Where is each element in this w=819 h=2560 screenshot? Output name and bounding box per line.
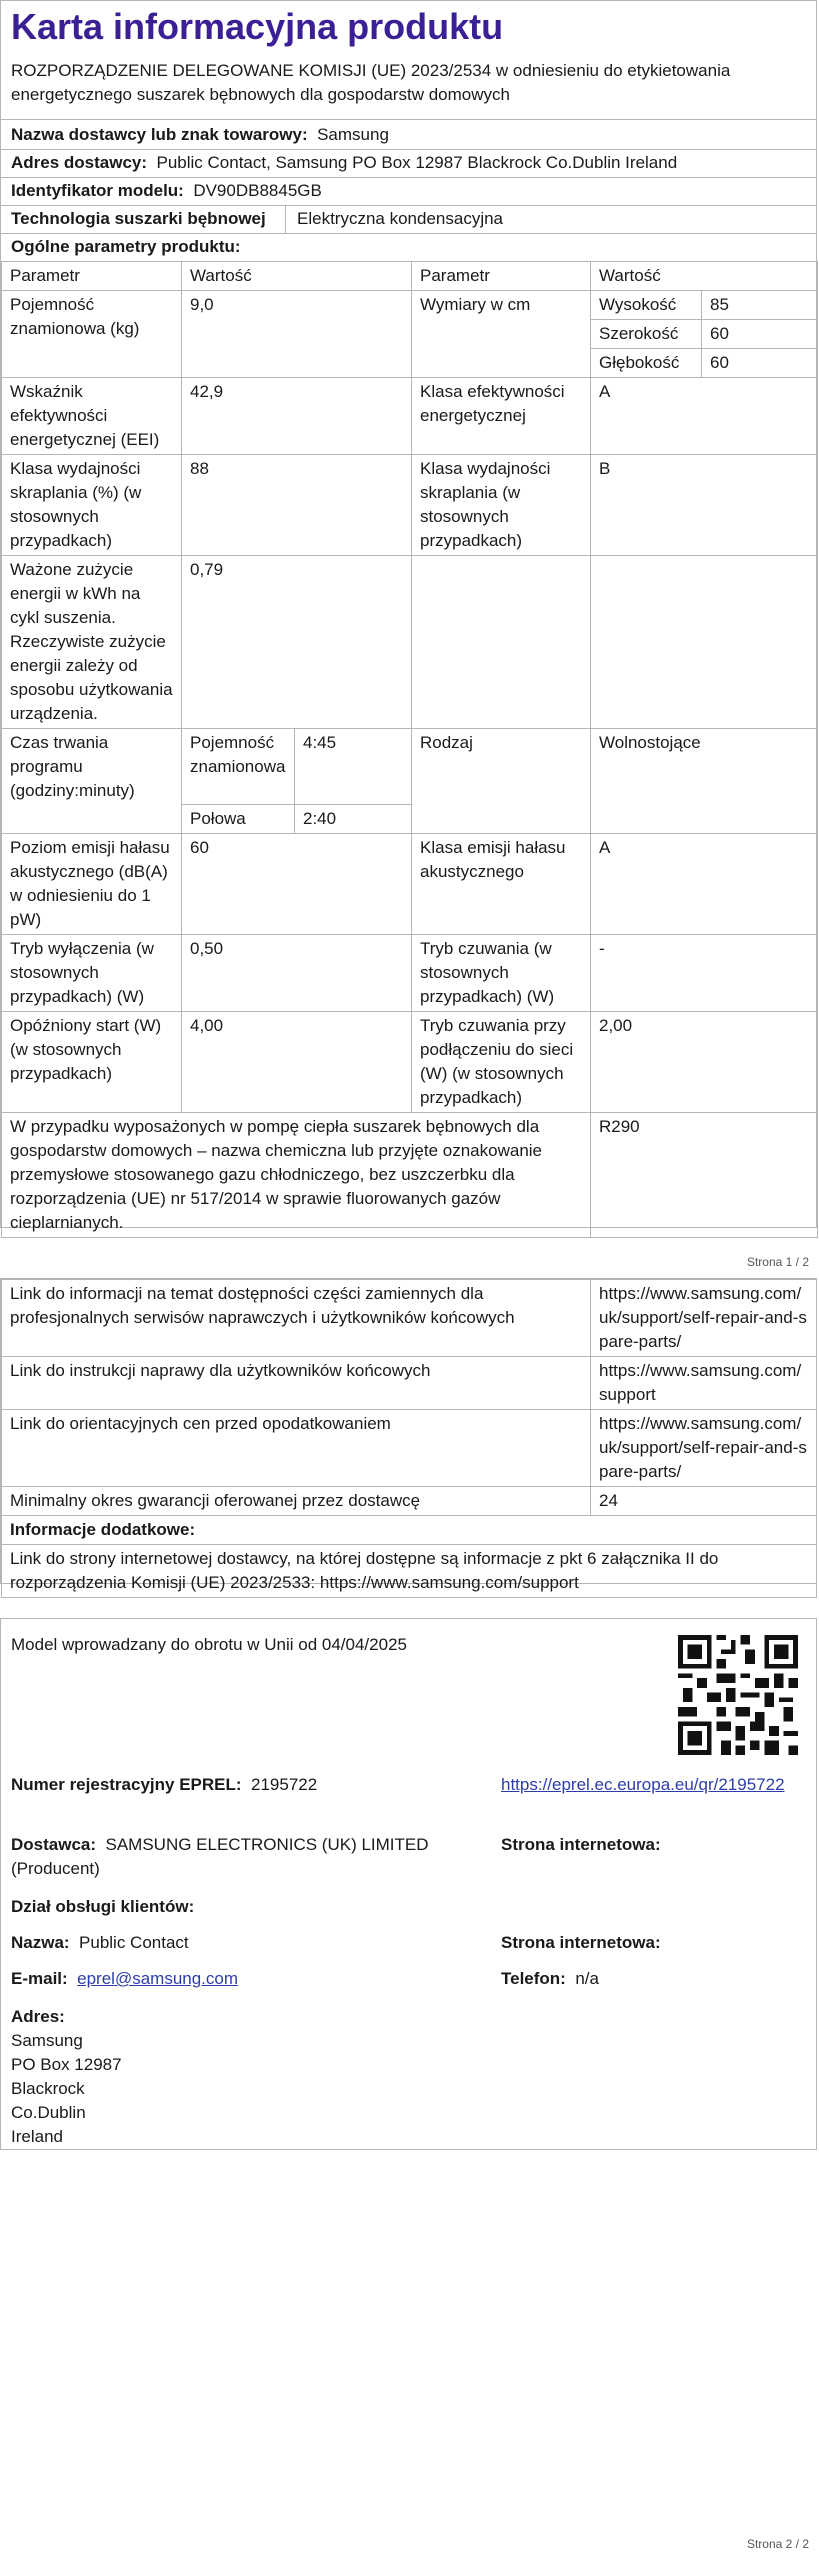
noise-label: Poziom emisji hałasu akustycznego (dB(A) w odniesieniu do 1 pW) xyxy=(2,834,182,935)
condensation-class-label: Klasa wydajności skraplania (w stosownych przypadkach) xyxy=(412,455,591,556)
general-params-row xyxy=(1,233,816,261)
program-half-value: 2:40 xyxy=(295,805,412,834)
technology-value: Elektryczna kondensacyjna xyxy=(297,209,504,228)
supplier-row xyxy=(1,119,816,149)
phone-row xyxy=(501,1967,599,1991)
page-number: Strona 2 / 2 xyxy=(746,2537,809,2551)
delay-start-value: 4,00 xyxy=(182,1012,412,1113)
email-label: E-mail: xyxy=(11,1969,68,1988)
type-label: Rodzaj xyxy=(412,729,591,834)
header-param-2: Parametr xyxy=(412,262,591,291)
type-value: Wolnostojące xyxy=(591,729,818,834)
header-value-2: Wartość xyxy=(591,262,818,291)
general-params-label: Ogólne parametry produktu: xyxy=(11,237,241,256)
table-row xyxy=(2,455,818,556)
email-link[interactable]: eprel@samsung.com xyxy=(77,1969,239,1988)
dimensions-label: Wymiary w cm xyxy=(412,291,591,378)
refrigerant-label: W przypadku wyposażonych w pompę ciepła suszarek bębnowych dla gospodarstw domowych – nazwa chemiczna lub przyjęte oznakowanie przemysłowe stosowanego gazu chłodniczego, bez uszczerbku dla rozporządzenia (UE) nr 517/2014 w sprawie fluorowanych gazów cieplarnianych. xyxy=(2,1113,591,1238)
depth-label: Głębokość xyxy=(591,349,702,378)
table-row xyxy=(2,1012,818,1113)
condensation-value: 88 xyxy=(182,455,412,556)
address-label: Adres dostawcy: xyxy=(11,153,148,172)
additional-info-label: Informacje dodatkowe: xyxy=(2,1516,817,1545)
program-half-label: Połowa xyxy=(182,805,295,834)
eprel-section xyxy=(0,1618,817,2150)
table-row xyxy=(2,1113,818,1238)
table-row xyxy=(2,291,818,320)
condensation-label: Klasa wydajności skraplania (%) (w stosownych przypadkach) xyxy=(2,455,182,556)
eprel-supplier-label: Dostawca: xyxy=(11,1835,97,1854)
market-date: Model wprowadzany do obrotu w Unii od 04/04/2025 xyxy=(11,1635,407,1654)
contact-address xyxy=(11,2029,122,2149)
condensation-class-value: B xyxy=(591,455,818,556)
contact-name-value: Public Contact xyxy=(79,1933,189,1952)
eprel-website-label: Strona internetowa: xyxy=(501,1835,661,1854)
table-row xyxy=(2,1410,817,1487)
eprel-qr-link[interactable]: https://eprel.ec.europa.eu/qr/2195722 xyxy=(501,1775,785,1794)
address-line: PO Box 12987 xyxy=(11,2055,122,2074)
width-value: 60 xyxy=(702,320,818,349)
address-line: Blackrock xyxy=(11,2079,85,2098)
noise-value: 60 xyxy=(182,834,412,935)
regulation-subtitle: ROZPORZĄDZENIE DELEGOWANE KOMISJI (UE) 2023/2534 w odniesieniu do etykietowania energetycznego suszarek bębnowych dla gospodarstw domowych xyxy=(11,61,731,104)
program-time-label: Czas trwania programu (godziny:minuty) xyxy=(2,729,182,834)
eei-value: 42,9 xyxy=(182,378,412,455)
standby-label: Tryb czuwania (w stosownych przypadkach) (W) xyxy=(412,935,591,1012)
width-label: Szerokość xyxy=(591,320,702,349)
networked-standby-label: Tryb czuwania przy podłączeniu do sieci (W) (w stosownych przypadkach) xyxy=(412,1012,591,1113)
eprel-supplier-value: SAMSUNG ELECTRONICS (UK) LIMITED (Producent) xyxy=(11,1835,429,1878)
noise-class-value: A xyxy=(591,834,818,935)
header-param-1: Parametr xyxy=(2,262,182,291)
customer-service-label: Dział obsługi klientów: xyxy=(11,1897,195,1916)
model-row xyxy=(1,177,816,205)
supplier-value: Samsung xyxy=(317,125,389,144)
params-table xyxy=(1,261,818,1238)
header-value-1: Wartość xyxy=(182,262,412,291)
program-full-label: Pojemność znamionowa xyxy=(182,729,295,805)
energy-consumption-label: Ważone zużycie energii w kWh na cykl suszenia. Rzeczywiste zużycie energii zależy od sposobu użytkowania urządzenia. xyxy=(2,556,182,729)
table-row xyxy=(2,729,818,805)
eprel-reg-label: Numer rejestracyjny EPREL: xyxy=(11,1775,242,1794)
address-line: Samsung xyxy=(11,2031,83,2050)
repair-instructions-label: Link do instrukcji naprawy dla użytkowników końcowych xyxy=(2,1357,591,1410)
address-line: Co.Dublin xyxy=(11,2103,86,2122)
phone-label: Telefon: xyxy=(501,1969,566,1988)
table-row xyxy=(2,1516,817,1545)
table-row xyxy=(2,1545,817,1598)
energy-class-label: Klasa efektywności energetycznej xyxy=(412,378,591,455)
email-row xyxy=(11,1967,238,1991)
model-value: DV90DB8845GB xyxy=(193,181,322,200)
table-header-row xyxy=(2,262,818,291)
eprel-supplier-row xyxy=(11,1833,491,1881)
height-value: 85 xyxy=(702,291,818,320)
capacity-label: Pojemność znamionowa (kg) xyxy=(2,291,182,378)
contact-name-row xyxy=(11,1931,189,1955)
contact-website-label: Strona internetowa: xyxy=(501,1933,661,1952)
page-title: Karta informacyjna produktu xyxy=(11,6,504,47)
prices-link[interactable]: https://www.samsung.com/uk/support/self-repair-and-spare-parts/ xyxy=(591,1410,817,1487)
energy-consumption-value: 0,79 xyxy=(182,556,412,729)
warranty-label: Minimalny okres gwarancji oferowanej przez dostawcę xyxy=(2,1487,591,1516)
program-full-value: 4:45 xyxy=(295,729,412,805)
technology-row xyxy=(1,205,816,233)
delay-start-label: Opóźniony start (W) (w stosownych przypadkach) xyxy=(2,1012,182,1113)
spare-parts-label: Link do informacji na temat dostępności części zamiennych dla profesjonalnych serwisów naprawczych i użytkowników końcowych xyxy=(2,1280,591,1357)
eprel-reg-row xyxy=(11,1773,317,1797)
height-label: Wysokość xyxy=(591,291,702,320)
table-row xyxy=(2,1487,817,1516)
prices-label: Link do orientacyjnych cen przed opodatkowaniem xyxy=(2,1410,591,1487)
energy-class-value: A xyxy=(591,378,818,455)
contact-name-label: Nazwa: xyxy=(11,1933,70,1952)
repair-instructions-link[interactable]: https://www.samsung.com/support xyxy=(591,1357,817,1410)
eprel-reg-value: 2195722 xyxy=(251,1775,318,1794)
phone-value: n/a xyxy=(575,1969,599,1988)
contact-address-label: Adres: xyxy=(11,2007,65,2026)
address-line: Ireland xyxy=(11,2127,63,2146)
address-row xyxy=(1,149,816,177)
warranty-value: 24 xyxy=(591,1487,817,1516)
product-info-sheet xyxy=(0,0,817,1232)
table-row xyxy=(2,834,818,935)
noise-class-label: Klasa emisji hałasu akustycznego xyxy=(412,834,591,935)
qr-code-icon[interactable] xyxy=(678,1635,798,1755)
networked-standby-value: 2,00 xyxy=(591,1012,818,1113)
eei-label: Wskaźnik efektywności energetycznej (EEI) xyxy=(2,378,182,455)
off-mode-label: Tryb wyłączenia (w stosownych przypadkach) (W) xyxy=(2,935,182,1012)
off-mode-value: 0,50 xyxy=(182,935,412,1012)
supplier-label: Nazwa dostawcy lub znak towarowy: xyxy=(11,125,308,144)
spare-parts-link[interactable]: https://www.samsung.com/uk/support/self-repair-and-spare-parts/ xyxy=(591,1280,817,1357)
table-row xyxy=(2,556,818,729)
technology-label: Technologia suszarki bębnowej xyxy=(11,209,266,228)
depth-value: 60 xyxy=(702,349,818,378)
model-label: Identyfikator modelu: xyxy=(11,181,184,200)
links-table xyxy=(1,1279,817,1598)
standby-value: - xyxy=(591,935,818,1012)
address-value: Public Contact, Samsung PO Box 12987 Blackrock Co.Dublin Ireland xyxy=(156,153,678,172)
additional-info-text: Link do strony internetowej dostawcy, na której dostępne są informacje z pkt 6 załącznika II do rozporządzenia Komisji (UE) 2023/2533: https://www.samsung.com/support xyxy=(2,1545,817,1598)
table-row xyxy=(2,935,818,1012)
links-section xyxy=(0,1278,817,1592)
capacity-value: 9,0 xyxy=(182,291,412,378)
table-row xyxy=(2,1357,817,1410)
table-row xyxy=(2,378,818,455)
refrigerant-value: R290 xyxy=(591,1113,818,1238)
table-row xyxy=(2,1280,817,1357)
page-number: Strona 1 / 2 xyxy=(746,1255,809,1269)
